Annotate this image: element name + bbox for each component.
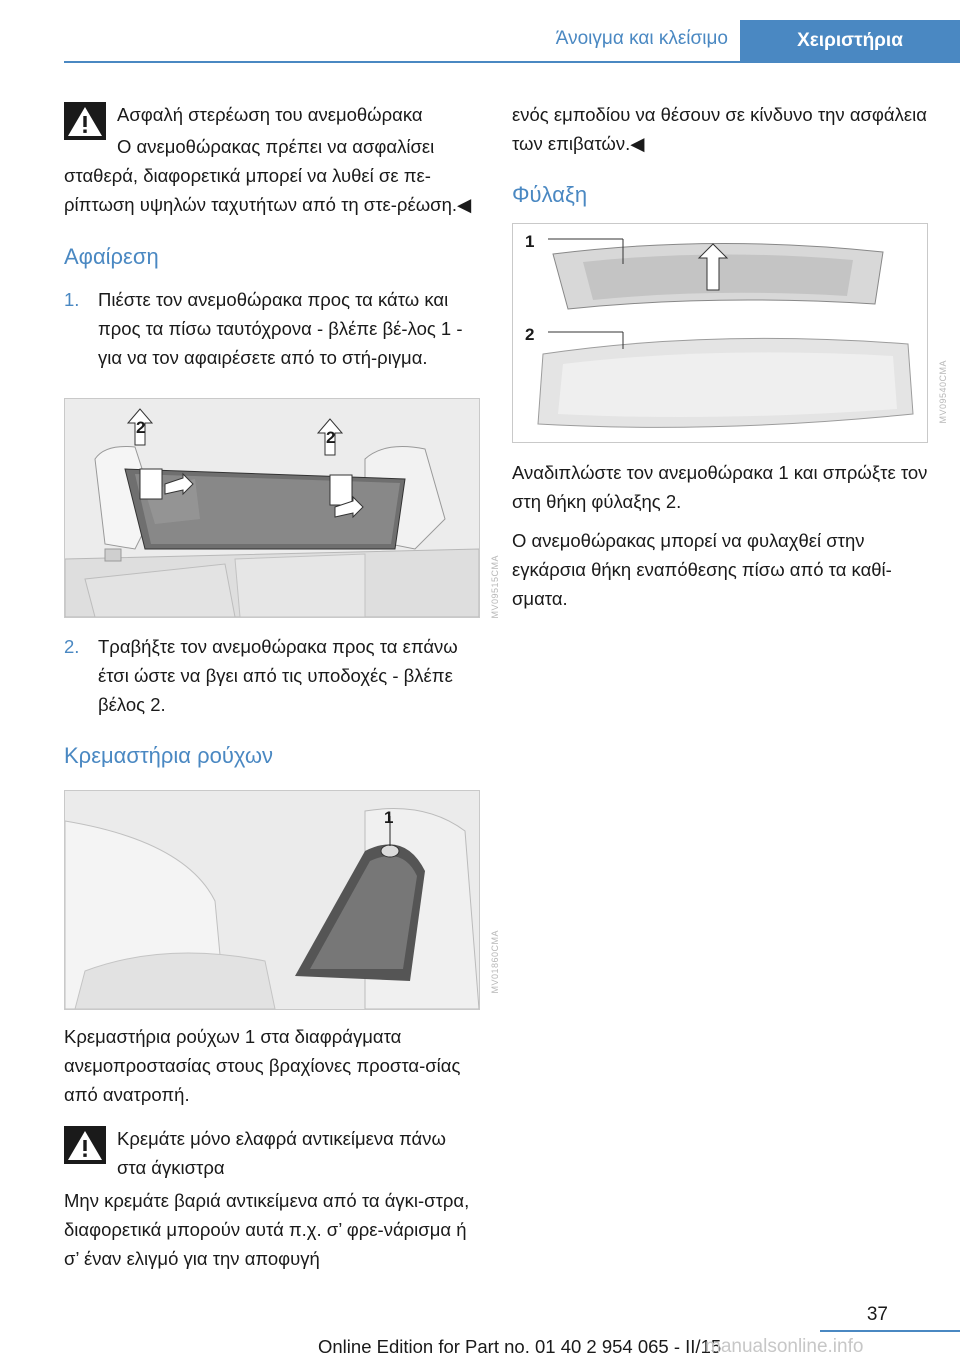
windscreen-storage-figure: [512, 223, 928, 443]
header-section-link[interactable]: Άνοιγμα και κλείσιμο: [555, 28, 728, 49]
footer-rule: [820, 1330, 960, 1332]
coat-hook-figure: [64, 790, 480, 1010]
watermark-site: manualsonline.info: [705, 1336, 864, 1357]
warning-icon: [64, 1126, 106, 1164]
removal-steps: [64, 285, 482, 372]
figure-code: MV01860CMA: [490, 930, 500, 994]
right-column: [512, 100, 948, 613]
header-active-tab[interactable]: Χειριστήρια: [740, 20, 960, 62]
step-text: Πιέστε τον ανεμοθώρακα προς τα κάτω και προς τα πίσω ταυτόχρονα - βλέπε βέ-λος 1 - για να τον αφαιρέσετε από το στή-ριγμα.: [98, 289, 463, 368]
storage-text: Αναδιπλώστε τον ανεμοθώρακα 1 και σπρώξτε τον στη θήκη φύλαξης 2.: [512, 462, 928, 512]
warning-block: [64, 100, 482, 219]
removal-heading: Αφαίρεση: [64, 244, 159, 269]
step-1: [64, 285, 482, 372]
header-nav: [0, 20, 960, 62]
warning-text: Μην κρεμάτε βαριά αντικείμενα από τα άγκι-στρα, διαφορετικά μπορούν αυτά π.χ. σ’ φρε-νάρισμα ή σ’ έναν ελιγμό για την αποφυγή: [64, 1190, 470, 1269]
removal-steps-continued: [64, 632, 482, 719]
callout-arrow-2-left: 2: [136, 418, 146, 437]
left-column: [64, 100, 500, 1273]
storage-heading: Φύλαξη: [512, 182, 588, 207]
warning-title: Κρεμάτε μόνο ελαφρά αντικείμενα πάνω: [117, 1128, 446, 1149]
page-number: 37: [866, 1304, 888, 1325]
coat-hooks-text: Κρεμαστήρια ρούχων 1 στα διαφράγματα ανεμοπροστασίας στους βραχίονες προστα-σίας από ανατροπή.: [64, 1026, 461, 1105]
header-rule: [64, 61, 960, 63]
windscreen-storage-illustration: [513, 224, 927, 442]
warning-title-continued: στα άγκιστρα: [117, 1157, 225, 1178]
warning-text-continued: σταθερά, διαφορετικά μπορεί να λυθεί σε πε-ρίπτωση υψηλών ταχυτήτων από τη στε-ρέωση.◀: [64, 165, 472, 215]
callout-windscreen-1: 1: [525, 232, 535, 251]
storage-text-2: Ο ανεμοθώρακας μπορεί να φυλαχθεί στην εγκάρσια θήκη εναπόθεσης πίσω από τα καθί-σματα.: [512, 530, 892, 609]
callout-storage-bag-2: 2: [525, 325, 535, 344]
step-number: 2.: [64, 636, 80, 657]
windscreen-removal-figure: [64, 398, 480, 618]
step-text: Τραβήξτε τον ανεμοθώρακα προς τα επάνω έτσι ώστε να βγει από τις υποδοχές - βλέπε βέλος 2.: [98, 636, 458, 715]
windscreen-removal-illustration: [65, 399, 479, 617]
warning-title: Ασφαλή στερέωση του ανεμοθώρακα: [117, 104, 423, 125]
coat-hooks-heading: Κρεμαστήρια ρούχων: [64, 743, 274, 768]
figure-code: MV09540CMA: [938, 360, 948, 424]
warning-text: Ο ανεμοθώρακας πρέπει να ασφαλίσει: [117, 136, 435, 157]
figure-code: MV09515CMA: [490, 555, 500, 619]
callout-arrow-2-right: 2: [326, 428, 336, 447]
edition-note: Online Edition for Part no. 01 40 2 954 065 - II/15: [318, 1336, 722, 1357]
warning-text-continued: ενός εμποδίου να θέσουν σε κίνδυνο την ασφάλεια των επιβατών.◀: [512, 104, 927, 154]
coat-hook-illustration: [65, 791, 479, 1009]
step-2: [64, 632, 482, 719]
step-number: 1.: [64, 289, 80, 310]
callout-hook-1: 1: [384, 808, 394, 827]
warning-block-hooks: [64, 1124, 482, 1273]
warning-icon: [64, 102, 106, 140]
